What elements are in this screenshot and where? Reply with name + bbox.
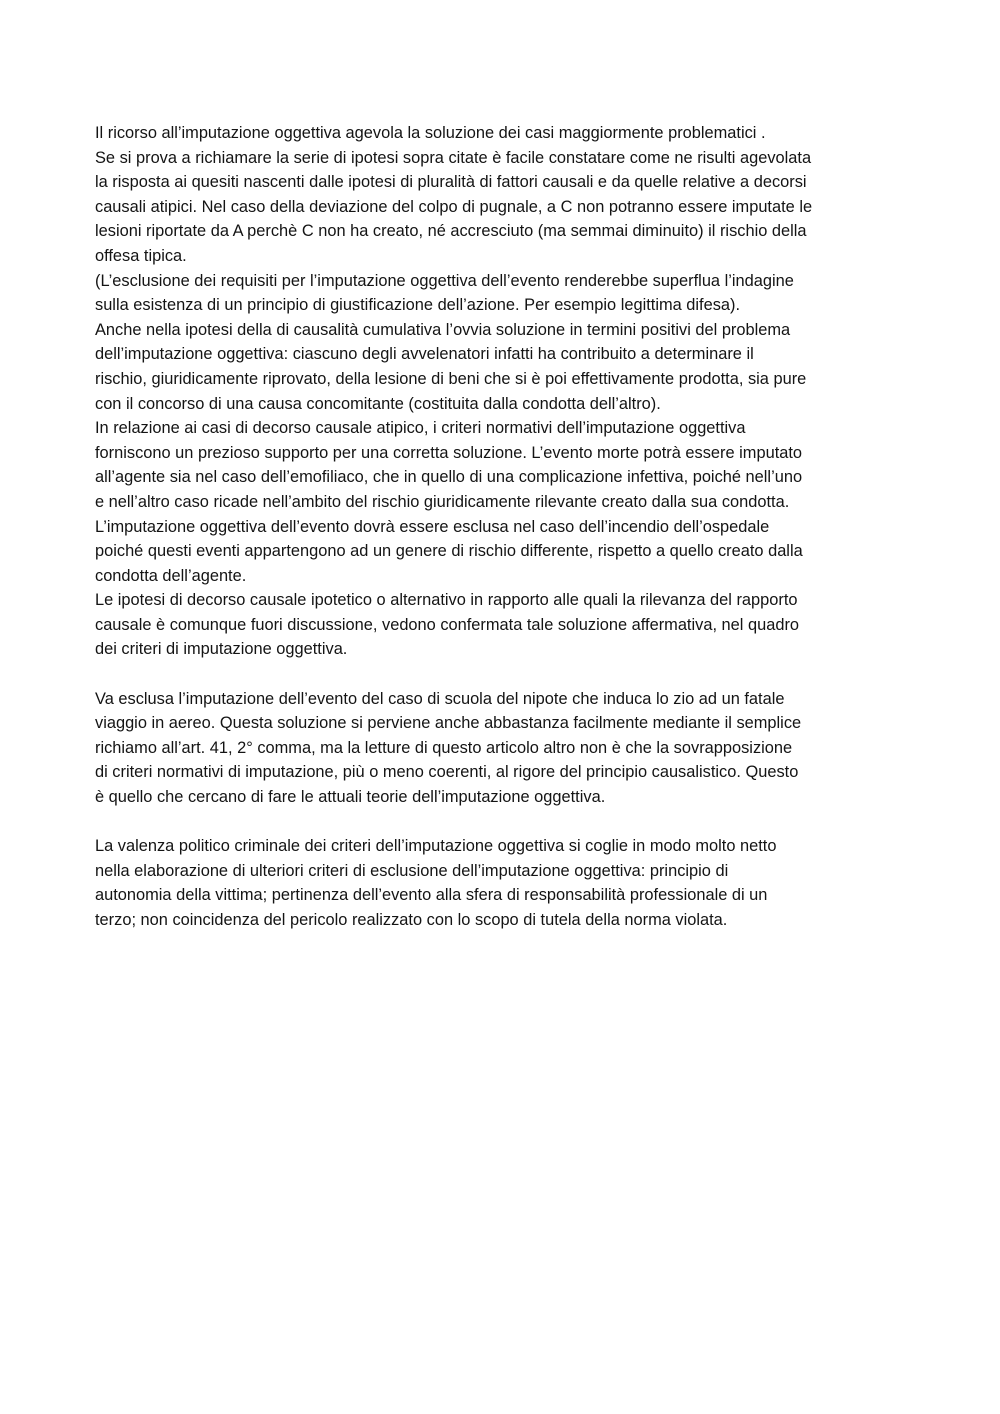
text-line: all’agente sia nel caso dell’emofiliaco, che in quello di una complicazione infettiva, poiché nell’uno <box>95 468 803 487</box>
text-line: richiamo all’art. 41, 2° comma, ma la letture di questo articolo altro non è che la sovrapposizione <box>95 738 793 757</box>
document-body <box>95 121 910 933</box>
text-line: L’imputazione oggettiva dell’evento dovrà essere esclusa nel caso dell’incendio dell’ospedale <box>95 517 770 536</box>
text-line: di criteri normativi di imputazione, più o meno coerenti, al rigore del principio causalistico. Questo <box>95 763 799 782</box>
text-line: forniscono un prezioso supporto per una corretta soluzione. L’evento morte potrà essere imputato <box>95 443 803 462</box>
text-line: Le ipotesi di decorso causale ipotetico o alternativo in rapporto alle quali la rilevanza del rapporto <box>95 591 798 610</box>
text-line: Se si prova a richiamare la serie di ipotesi sopra citate è facile constatare come ne risulti agevolata <box>95 148 812 167</box>
text-line: e nell’altro caso ricade nell’ambito del rischio giuridicamente rilevante creato dalla sua condotta. <box>95 492 790 511</box>
text-line: In relazione ai casi di decorso causale atipico, i criteri normativi dell’imputazione oggettiva <box>95 419 746 438</box>
text-line: la risposta ai quesiti nascenti dalle ipotesi di pluralità di fattori causali e da quelle relative a decorsi <box>95 173 807 192</box>
paragraph-block-1 <box>95 121 910 662</box>
text-line: condotta dell’agente. <box>95 566 247 585</box>
text-line: sulla esistenza di un principio di giustificazione dell’azione. Per esempio legittima difesa). <box>95 296 741 315</box>
text-line: con il concorso di una causa concomitante (costituita dalla condotta dell’altro). <box>95 394 661 413</box>
text-line: è quello che cercano di fare le attuali teorie dell’imputazione oggettiva. <box>95 788 606 807</box>
text-line: (L’esclusione dei requisiti per l’imputazione oggettiva dell’evento renderebbe superflua l’indagine <box>95 271 794 290</box>
text-line: lesioni riportate da A perchè C non ha creato, né accresciuto (ma semmai diminuito) il rischio della <box>95 222 807 241</box>
text-line: rischio, giuridicamente riprovato, della lesione di beni che si è poi effettivamente prodotta, sia pure <box>95 369 807 388</box>
text-line: causale è comunque fuori discussione, vedono confermata tale soluzione affermativa, nel quadro <box>95 615 800 634</box>
text-line: Anche nella ipotesi della di causalità cumulativa l’ovvia soluzione in termini positivi del problema <box>95 320 791 339</box>
paragraph-block-3 <box>95 834 910 932</box>
text-line: La valenza politico criminale dei criteri dell’imputazione oggettiva si coglie in modo molto netto <box>95 837 777 856</box>
text-line: autonomia della vittima; pertinenza dell’evento alla sfera di responsabilità professionale di un <box>95 886 768 905</box>
text-line: offesa tipica. <box>95 246 187 265</box>
text-line: viaggio in aereo. Questa soluzione si perviene anche abbastanza facilmente mediante il semplice <box>95 714 802 733</box>
text-line: dell’imputazione oggettiva: ciascuno degli avvelenatori infatti ha contribuito a determinare il <box>95 345 754 364</box>
text-line: causali atipici. Nel caso della deviazione del colpo di pugnale, a C non potranno essere imputate le <box>95 197 813 216</box>
paragraph-spacer <box>95 810 910 835</box>
text-line: Va esclusa l’imputazione dell’evento del caso di scuola del nipote che induca lo zio ad un fatale <box>95 689 785 708</box>
paragraph-spacer <box>95 662 910 687</box>
paragraph-block-2 <box>95 687 910 810</box>
text-line: poiché questi eventi appartengono ad un genere di rischio differente, rispetto a quello creato dalla <box>95 542 803 561</box>
text-line: Il ricorso all’imputazione oggettiva agevola la soluzione dei casi maggiormente problematici . <box>95 124 766 142</box>
text-line: terzo; non coincidenza del pericolo realizzato con lo scopo di tutela della norma violata. <box>95 911 728 929</box>
text-line: dei criteri di imputazione oggettiva. <box>95 640 348 659</box>
text-line: nella elaborazione di ulteriori criteri di esclusione dell’imputazione oggettiva: principio di <box>95 861 729 880</box>
